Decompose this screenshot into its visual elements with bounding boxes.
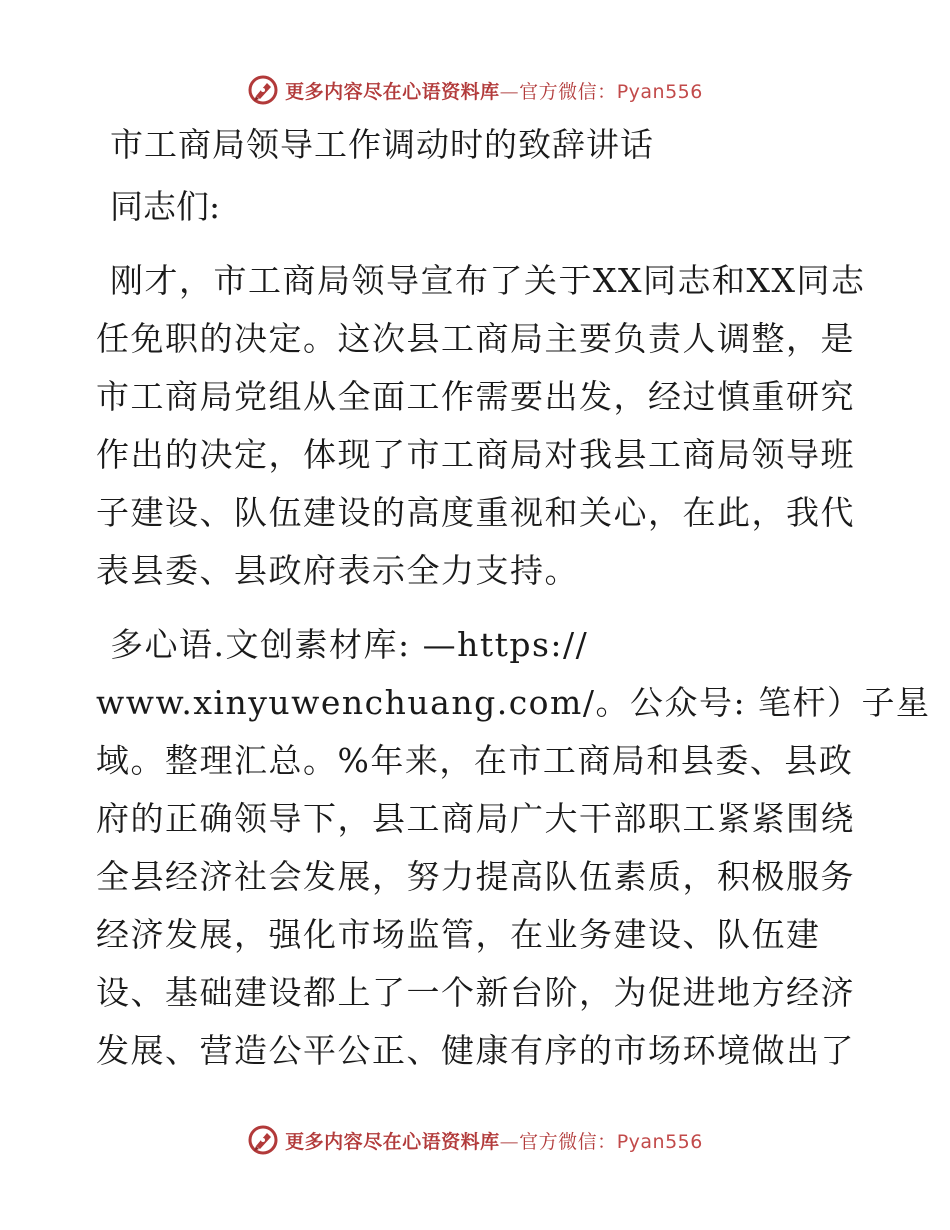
paragraph-line: 子建设、队伍建设的高度重视和关心，在此，我代 [96,493,855,532]
paragraph-line: 全县经济社会发展，努力提高队伍素质，积极服务 [96,857,855,896]
paragraph-1 [96,252,866,600]
banner-content [247,1124,703,1156]
footer-banner [0,1120,950,1160]
pen-logo-icon [247,1124,279,1156]
pen-logo-icon [247,74,279,106]
banner-text [285,1127,703,1154]
paragraph-line: www.xinyuwenchuang.com/。公众号: 笔杆）子星 [96,683,931,722]
greeting: 同志们: [110,187,221,226]
header-banner [0,70,950,110]
banner-separator: — [499,1130,520,1153]
banner-text [285,77,703,104]
document-body [96,120,931,1096]
banner-wechat-id: Pyan556 [616,1130,703,1153]
banner-separator: — [499,80,520,103]
banner-site-text: 更多内容尽在心语资料库 [285,80,500,103]
paragraph-line: 域。整理汇总。%年来，在市工商局和县委、县政 [96,741,854,780]
paragraph-line: 表县委、县政府表示全力支持。 [96,551,579,590]
paragraph-2 [96,616,931,1080]
banner-wechat-label: 官方微信： [519,80,617,103]
paragraph-line: 多心语.文创素材库: —https:// [110,625,589,664]
document-title: 市工商局领导工作调动时的致辞讲话 [110,125,654,164]
paragraph-line: 刚才，市工商局领导宣布了关于XX同志和XX同志 [110,261,866,300]
paragraph-line: 经济发展，强化市场监管，在业务建设、队伍建 [96,915,821,954]
banner-content [247,74,703,106]
banner-wechat-label: 官方微信： [519,1130,617,1153]
paragraph-line: 设、基础建设都上了一个新台阶，为促进地方经济 [96,973,855,1012]
paragraph-line: 府的正确领导下，县工商局广大干部职工紧紧围绕 [96,799,855,838]
banner-wechat-id: Pyan556 [616,80,703,103]
paragraph-line: 作出的决定，体现了市工商局对我县工商局领导班 [96,435,855,474]
paragraph-line: 市工商局党组从全面工作需要出发，经过慎重研究 [96,377,855,416]
paragraph-line: 发展、营造公平公正、健康有序的市场环境做出了 [96,1031,855,1070]
paragraph-line: 任免职的决定。这次县工商局主要负责人调整，是 [96,319,855,358]
banner-site-text: 更多内容尽在心语资料库 [285,1130,500,1153]
